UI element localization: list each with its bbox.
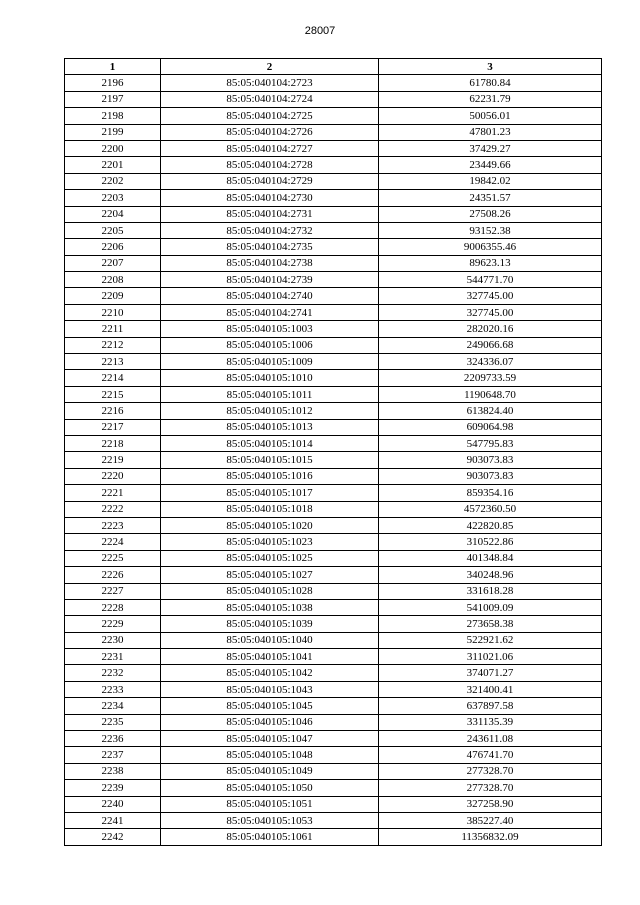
- cadastral-number-cell: 85:05:040105:1009: [161, 354, 379, 370]
- value-cell: 613824.40: [379, 403, 602, 419]
- row-number-cell: 2230: [65, 632, 161, 648]
- value-cell: 23449.66: [379, 157, 602, 173]
- value-cell: 243611.08: [379, 731, 602, 747]
- table-row: [65, 140, 602, 156]
- value-cell: 19842.02: [379, 173, 602, 189]
- row-number-cell: 2201: [65, 157, 161, 173]
- row-number-cell: 2208: [65, 272, 161, 288]
- table-row: [65, 354, 602, 370]
- cadastral-number-cell: 85:05:040104:2724: [161, 91, 379, 107]
- row-number-cell: 2235: [65, 714, 161, 730]
- value-cell: 331618.28: [379, 583, 602, 599]
- cadastral-number-cell: 85:05:040104:2730: [161, 190, 379, 206]
- row-number-cell: 2204: [65, 206, 161, 222]
- value-cell: 522921.62: [379, 632, 602, 648]
- cadastral-number-cell: 85:05:040104:2732: [161, 222, 379, 238]
- row-number-cell: 2210: [65, 304, 161, 320]
- row-number-cell: 2205: [65, 222, 161, 238]
- value-cell: 340248.96: [379, 567, 602, 583]
- value-cell: 544771.70: [379, 272, 602, 288]
- cadastral-number-cell: 85:05:040105:1048: [161, 747, 379, 763]
- table-row: [65, 173, 602, 189]
- table-row: [65, 91, 602, 107]
- row-number-cell: 2221: [65, 485, 161, 501]
- cadastral-number-cell: 85:05:040105:1042: [161, 665, 379, 681]
- cadastral-number-cell: 85:05:040105:1011: [161, 386, 379, 402]
- cadastral-number-cell: 85:05:040105:1047: [161, 731, 379, 747]
- data-table: [64, 58, 602, 846]
- row-number-cell: 2233: [65, 681, 161, 697]
- row-number-cell: 2231: [65, 649, 161, 665]
- cadastral-number-cell: 85:05:040105:1020: [161, 517, 379, 533]
- row-number-cell: 2227: [65, 583, 161, 599]
- value-cell: 249066.68: [379, 337, 602, 353]
- row-number-cell: 2215: [65, 386, 161, 402]
- value-cell: 374071.27: [379, 665, 602, 681]
- cadastral-number-cell: 85:05:040104:2729: [161, 173, 379, 189]
- column-header-2: 2: [161, 59, 379, 75]
- value-cell: 37429.27: [379, 140, 602, 156]
- cadastral-number-cell: 85:05:040105:1051: [161, 796, 379, 812]
- row-number-cell: 2222: [65, 501, 161, 517]
- row-number-cell: 2197: [65, 91, 161, 107]
- row-number-cell: 2207: [65, 255, 161, 271]
- value-cell: 310522.86: [379, 534, 602, 550]
- row-number-cell: 2242: [65, 829, 161, 845]
- cadastral-number-cell: 85:05:040104:2726: [161, 124, 379, 140]
- row-number-cell: 2241: [65, 812, 161, 828]
- table-row: [65, 321, 602, 337]
- table-row: [65, 370, 602, 386]
- table-row: [65, 452, 602, 468]
- row-number-cell: 2218: [65, 435, 161, 451]
- row-number-cell: 2211: [65, 321, 161, 337]
- column-header-1: 1: [65, 59, 161, 75]
- cadastral-number-cell: 85:05:040105:1023: [161, 534, 379, 550]
- value-cell: 476741.70: [379, 747, 602, 763]
- value-cell: 637897.58: [379, 698, 602, 714]
- row-number-cell: 2203: [65, 190, 161, 206]
- value-cell: 331135.39: [379, 714, 602, 730]
- value-cell: 11356832.09: [379, 829, 602, 845]
- value-cell: 1190648.70: [379, 386, 602, 402]
- table-row: [65, 829, 602, 845]
- row-number-cell: 2199: [65, 124, 161, 140]
- table-row: [65, 763, 602, 779]
- row-number-cell: 2209: [65, 288, 161, 304]
- value-cell: 327745.00: [379, 304, 602, 320]
- cadastral-number-cell: 85:05:040105:1006: [161, 337, 379, 353]
- cadastral-number-cell: 85:05:040105:1049: [161, 763, 379, 779]
- table-row: [65, 190, 602, 206]
- column-header-3: 3: [379, 59, 602, 75]
- table-row: [65, 403, 602, 419]
- row-number-cell: 2223: [65, 517, 161, 533]
- table-row: [65, 681, 602, 697]
- cadastral-number-cell: 85:05:040104:2740: [161, 288, 379, 304]
- value-cell: 282020.16: [379, 321, 602, 337]
- row-number-cell: 2239: [65, 780, 161, 796]
- value-cell: 321400.41: [379, 681, 602, 697]
- cadastral-number-cell: 85:05:040105:1043: [161, 681, 379, 697]
- table-row: [65, 812, 602, 828]
- cadastral-number-cell: 85:05:040105:1027: [161, 567, 379, 583]
- row-number-cell: 2212: [65, 337, 161, 353]
- value-cell: 47801.23: [379, 124, 602, 140]
- row-number-cell: 2220: [65, 468, 161, 484]
- row-number-cell: 2213: [65, 354, 161, 370]
- table-body: [65, 75, 602, 845]
- row-number-cell: 2225: [65, 550, 161, 566]
- table-row: [65, 485, 602, 501]
- cadastral-number-cell: 85:05:040105:1010: [161, 370, 379, 386]
- row-number-cell: 2238: [65, 763, 161, 779]
- cadastral-number-cell: 85:05:040104:2738: [161, 255, 379, 271]
- table-row: [65, 747, 602, 763]
- value-cell: 277328.70: [379, 763, 602, 779]
- table-row: [65, 599, 602, 615]
- header-row: [65, 59, 602, 75]
- table-row: [65, 649, 602, 665]
- table-row: [65, 272, 602, 288]
- row-number-cell: 2206: [65, 239, 161, 255]
- value-cell: 422820.85: [379, 517, 602, 533]
- cadastral-number-cell: 85:05:040105:1045: [161, 698, 379, 714]
- table-row: [65, 731, 602, 747]
- table-header: [65, 59, 602, 75]
- cadastral-number-cell: 85:05:040105:1038: [161, 599, 379, 615]
- page-number: 28007: [304, 25, 336, 37]
- cadastral-number-cell: 85:05:040105:1014: [161, 435, 379, 451]
- table-row: [65, 501, 602, 517]
- row-number-cell: 2214: [65, 370, 161, 386]
- value-cell: 27508.26: [379, 206, 602, 222]
- cadastral-number-cell: 85:05:040105:1039: [161, 616, 379, 632]
- value-cell: 903073.83: [379, 452, 602, 468]
- cadastral-number-cell: 85:05:040105:1053: [161, 812, 379, 828]
- cadastral-number-cell: 85:05:040105:1041: [161, 649, 379, 665]
- value-cell: 277328.70: [379, 780, 602, 796]
- row-number-cell: 2228: [65, 599, 161, 615]
- table-row: [65, 124, 602, 140]
- value-cell: 609064.98: [379, 419, 602, 435]
- row-number-cell: 2236: [65, 731, 161, 747]
- value-cell: 541009.09: [379, 599, 602, 615]
- table-row: [65, 255, 602, 271]
- table-row: [65, 534, 602, 550]
- table-row: [65, 796, 602, 812]
- value-cell: 2209733.59: [379, 370, 602, 386]
- table-row: [65, 222, 602, 238]
- table-row: [65, 75, 602, 91]
- row-number-cell: 2224: [65, 534, 161, 550]
- value-cell: 4572360.50: [379, 501, 602, 517]
- table-row: [65, 517, 602, 533]
- value-cell: 273658.38: [379, 616, 602, 632]
- table-row: [65, 435, 602, 451]
- value-cell: 859354.16: [379, 485, 602, 501]
- row-number-cell: 2240: [65, 796, 161, 812]
- table-row: [65, 108, 602, 124]
- row-number-cell: 2237: [65, 747, 161, 763]
- table-row: [65, 714, 602, 730]
- cadastral-number-cell: 85:05:040104:2728: [161, 157, 379, 173]
- table-row: [65, 239, 602, 255]
- row-number-cell: 2217: [65, 419, 161, 435]
- value-cell: 89623.13: [379, 255, 602, 271]
- table-row: [65, 583, 602, 599]
- cadastral-number-cell: 85:05:040105:1040: [161, 632, 379, 648]
- value-cell: 50056.01: [379, 108, 602, 124]
- row-number-cell: 2216: [65, 403, 161, 419]
- row-number-cell: 2226: [65, 567, 161, 583]
- cadastral-number-cell: 85:05:040105:1015: [161, 452, 379, 468]
- value-cell: 62231.79: [379, 91, 602, 107]
- table-row: [65, 288, 602, 304]
- cadastral-number-cell: 85:05:040105:1003: [161, 321, 379, 337]
- value-cell: 385227.40: [379, 812, 602, 828]
- row-number-cell: 2232: [65, 665, 161, 681]
- table-row: [65, 698, 602, 714]
- value-cell: 327258.90: [379, 796, 602, 812]
- cadastral-number-cell: 85:05:040104:2741: [161, 304, 379, 320]
- cadastral-number-cell: 85:05:040105:1028: [161, 583, 379, 599]
- table-row: [65, 206, 602, 222]
- row-number-cell: 2200: [65, 140, 161, 156]
- table-row: [65, 468, 602, 484]
- table-row: [65, 665, 602, 681]
- value-cell: 547795.83: [379, 435, 602, 451]
- row-number-cell: 2219: [65, 452, 161, 468]
- value-cell: 61780.84: [379, 75, 602, 91]
- value-cell: 311021.06: [379, 649, 602, 665]
- row-number-cell: 2229: [65, 616, 161, 632]
- row-number-cell: 2234: [65, 698, 161, 714]
- value-cell: 9006355.46: [379, 239, 602, 255]
- value-cell: 327745.00: [379, 288, 602, 304]
- row-number-cell: 2202: [65, 173, 161, 189]
- cadastral-number-cell: 85:05:040104:2725: [161, 108, 379, 124]
- table-row: [65, 550, 602, 566]
- table-row: [65, 567, 602, 583]
- row-number-cell: 2196: [65, 75, 161, 91]
- cadastral-number-cell: 85:05:040105:1050: [161, 780, 379, 796]
- table-row: [65, 616, 602, 632]
- table-row: [65, 386, 602, 402]
- cadastral-number-cell: 85:05:040105:1061: [161, 829, 379, 845]
- cadastral-number-cell: 85:05:040104:2723: [161, 75, 379, 91]
- cadastral-number-cell: 85:05:040105:1016: [161, 468, 379, 484]
- cadastral-number-cell: 85:05:040105:1046: [161, 714, 379, 730]
- table-row: [65, 337, 602, 353]
- value-cell: 401348.84: [379, 550, 602, 566]
- table-row: [65, 632, 602, 648]
- value-cell: 903073.83: [379, 468, 602, 484]
- value-cell: 324336.07: [379, 354, 602, 370]
- cadastral-number-cell: 85:05:040104:2735: [161, 239, 379, 255]
- cadastral-number-cell: 85:05:040104:2727: [161, 140, 379, 156]
- cadastral-number-cell: 85:05:040105:1017: [161, 485, 379, 501]
- cadastral-number-cell: 85:05:040104:2731: [161, 206, 379, 222]
- table-row: [65, 157, 602, 173]
- table-row: [65, 419, 602, 435]
- cadastral-number-cell: 85:05:040105:1013: [161, 419, 379, 435]
- value-cell: 93152.38: [379, 222, 602, 238]
- value-cell: 24351.57: [379, 190, 602, 206]
- row-number-cell: 2198: [65, 108, 161, 124]
- table-row: [65, 304, 602, 320]
- table-row: [65, 780, 602, 796]
- cadastral-number-cell: 85:05:040105:1025: [161, 550, 379, 566]
- cadastral-number-cell: 85:05:040105:1012: [161, 403, 379, 419]
- cadastral-number-cell: 85:05:040105:1018: [161, 501, 379, 517]
- cadastral-number-cell: 85:05:040104:2739: [161, 272, 379, 288]
